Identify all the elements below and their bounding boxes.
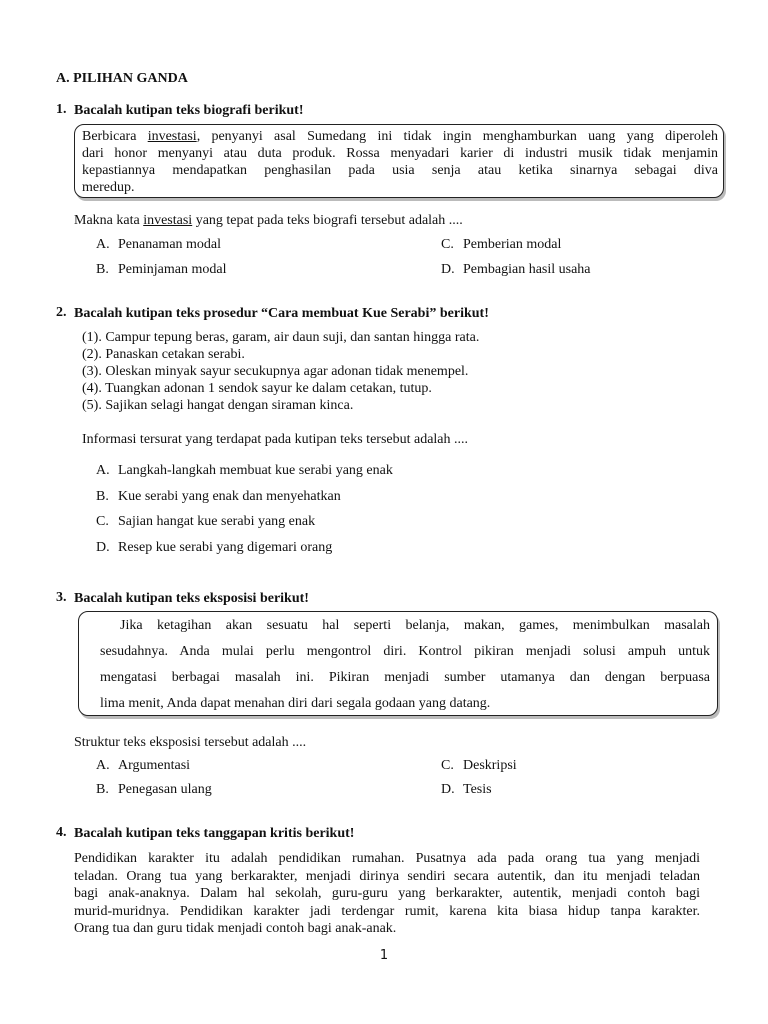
question-2-option-b[interactable] (96, 489, 341, 505)
passage-1-underlined-word: investasi (147, 129, 197, 144)
option-text: Argumentasi (118, 758, 191, 773)
page-number: 1 (379, 948, 389, 963)
passage-1-line-2: dari honor menyanyi atau duta produk. Rossa menyadari karier di industri musik tidak menjamin (82, 146, 718, 161)
question-1-number: 1. (56, 102, 67, 117)
passage-1-pre: Berbicara (82, 129, 148, 144)
option-letter: D. (96, 540, 110, 555)
passage-3-line-1: Jika ketagihan akan sesuatu hal seperti belanja, makan, games, menimbulkan masalah (120, 618, 710, 633)
question-4-passage (74, 850, 700, 938)
question-3-instruction: Bacalah kutipan teks eksposisi berikut! (74, 591, 309, 606)
question-1-option-c[interactable] (441, 237, 561, 253)
question-4-instruction: Bacalah kutipan teks tanggapan kritis berikut! (74, 826, 355, 841)
option-text: Pembagian hasil usaha (463, 262, 591, 277)
passage-4-line-4: murid-muridnya. Pendidikan karakter jadi terdengar rumit, karena kita biasa hidup tanpa karakter. (74, 903, 700, 919)
question-1-option-d[interactable] (441, 262, 591, 278)
option-text: Pemberian modal (463, 237, 562, 252)
passage-4-line-1: Pendidikan karakter itu adalah pendidikan rumahan. Pusatnya ada pada orang tua yang menjadi (74, 851, 700, 866)
passage-4-line-2: teladan. Orang tua yang berkarakter, menjadi dirinya sendiri secara autentik, dan itu menjadi teladan (74, 868, 700, 884)
option-text: Penegasan ulang (118, 782, 212, 797)
question-3-option-c[interactable] (441, 758, 517, 774)
question-2-text: Informasi tersurat yang terdapat pada kutipan teks tersebut adalah .... (82, 432, 469, 447)
option-letter: A. (96, 758, 110, 773)
option-text: Deskripsi (463, 758, 517, 773)
option-letter: A. (96, 463, 110, 478)
section-title: A. PILIHAN GANDA (56, 71, 188, 86)
question-3-option-a[interactable] (96, 758, 190, 774)
option-text: Peminjaman modal (118, 262, 227, 277)
passage-4-line-5: Orang tua dan guru tidak menjadi contoh bagi anak-anak. (74, 921, 397, 936)
question-2-option-a[interactable] (96, 463, 393, 479)
question-1-instruction: Bacalah kutipan teks biografi berikut! (74, 103, 304, 118)
question-2-instruction: Bacalah kutipan teks prosedur “Cara membuat Kue Serabi” berikut! (74, 306, 489, 321)
question-2-number: 2. (56, 305, 67, 320)
option-text: Tesis (463, 782, 492, 797)
option-text: Resep kue serabi yang digemari orang (118, 540, 333, 555)
question-3-option-b[interactable] (96, 782, 212, 798)
option-letter: C. (441, 237, 454, 252)
question-2-option-c[interactable] (96, 514, 315, 530)
passage-1-line-3: kepastiannya mendapatkan penghasilan pada usia senja atau ketika sinarnya sebagai diva (82, 163, 718, 178)
question-4-number: 4. (56, 825, 67, 840)
option-letter: B. (96, 262, 109, 277)
question-1-text (74, 212, 463, 229)
passage-3-line-2: sesudahnya. Anda mulai perlu mengontrol diri. Kontrol pikiran menjadi solusi ampuh untuk (100, 644, 710, 659)
question-1-option-b[interactable] (96, 262, 226, 278)
option-letter: B. (96, 489, 109, 504)
question-3-passage (100, 613, 710, 717)
question-2-steps (82, 329, 479, 414)
passage-1-line-4: meredup. (82, 180, 135, 195)
step-3: (3). Oleskan minyak sayur secukupnya agar adonan tidak menempel. (82, 364, 469, 379)
passage-4-line-3: bagi anak-anaknya. Dalam hal sekolah, guru-guru yang berkarakter, autentik, menjadi contoh bagi (74, 886, 700, 901)
question-1-passage (82, 128, 718, 196)
question-1-text-pre: Makna kata (74, 213, 144, 228)
option-letter: A. (96, 237, 110, 252)
option-letter: D. (441, 262, 455, 277)
option-letter: B. (96, 782, 109, 797)
passage-3-line-4: lima menit, Anda dapat menahan diri dari segala godaan yang datang. (100, 696, 491, 711)
step-5: (5). Sajikan selagi hangat dengan siraman kinca. (82, 398, 354, 413)
step-4: (4). Tuangkan adonan 1 sendok sayur ke dalam cetakan, tutup. (82, 381, 432, 396)
option-letter: C. (96, 514, 109, 529)
option-letter: D. (441, 782, 455, 797)
question-1-text-post: yang tepat pada teks biografi tersebut adalah .... (192, 213, 463, 228)
question-3-text: Struktur teks eksposisi tersebut adalah .... (74, 735, 307, 750)
option-letter: C. (441, 758, 454, 773)
option-text: Sajian hangat kue serabi yang enak (118, 514, 316, 529)
step-1: (1). Campur tepung beras, garam, air daun suji, dan santan hingga rata. (82, 330, 480, 345)
question-3-option-d[interactable] (441, 782, 492, 798)
passage-1-line-1: , penyanyi asal Sumedang ini tidak ingin menghamburkan uang yang diperoleh (196, 129, 718, 144)
option-text: Kue serabi yang enak dan menyehatkan (118, 489, 341, 504)
question-2-option-d[interactable] (96, 540, 332, 556)
question-1-underlined-word: investasi (143, 213, 193, 228)
option-text: Langkah-langkah membuat kue serabi yang enak (118, 463, 393, 478)
question-3-number: 3. (56, 590, 67, 605)
passage-3-line-3: mengatasi berbagai masalah ini. Pikiran menjadi sumber utamanya dan dengan berpuasa (100, 670, 710, 685)
question-1-option-a[interactable] (96, 237, 221, 253)
step-2: (2). Panaskan cetakan serabi. (82, 347, 245, 362)
option-text: Penanaman modal (118, 237, 222, 252)
